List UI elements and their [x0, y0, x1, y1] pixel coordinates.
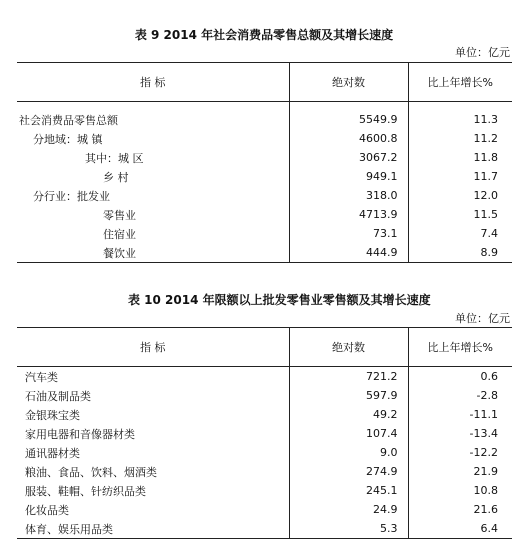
row-label: 分行业：批发业	[33, 189, 110, 203]
table-row	[17, 405, 512, 424]
row-label: 通讯器材类	[25, 446, 80, 460]
table10-header-indicator: 指 标	[17, 328, 289, 367]
row-value: 24.9	[289, 500, 408, 519]
row-growth: -2.8	[408, 386, 512, 405]
row-growth: -12.2	[408, 443, 512, 462]
row-value: 9.0	[289, 443, 408, 462]
row-label: 餐饮业	[103, 246, 136, 260]
table9-header-growth: 比上年增长%	[408, 63, 512, 102]
row-growth: 7.4	[408, 224, 512, 243]
row-label: 服装、鞋帽、针纺织品类	[25, 484, 146, 498]
row-growth: 11.7	[408, 167, 512, 186]
row-value: 245.1	[289, 481, 408, 500]
row-label: 零售业	[103, 208, 136, 222]
row-label: 住宿业	[103, 227, 136, 241]
table-row	[17, 110, 512, 129]
table10-header-value: 绝对数	[289, 328, 408, 367]
table-row	[17, 129, 512, 148]
row-growth: 11.8	[408, 148, 512, 167]
row-label: 石油及制品类	[25, 389, 91, 403]
table10-header-growth: 比上年增长%	[408, 328, 512, 367]
table-row	[17, 205, 512, 224]
row-value: 597.9	[289, 386, 408, 405]
row-value: 49.2	[289, 405, 408, 424]
table10-unit: 单位：亿元	[455, 312, 510, 325]
row-growth: -11.1	[408, 405, 512, 424]
table-row	[17, 424, 512, 443]
table9-unit: 单位：亿元	[455, 46, 510, 59]
table-row	[17, 243, 512, 263]
row-growth: 11.3	[408, 110, 512, 129]
table-row	[17, 443, 512, 462]
table10	[17, 327, 512, 539]
row-value: 4600.8	[289, 129, 408, 148]
table-row	[17, 148, 512, 167]
table-row	[17, 224, 512, 243]
row-label: 金银珠宝类	[25, 408, 80, 422]
row-value: 721.2	[289, 367, 408, 387]
row-growth: 21.9	[408, 462, 512, 481]
row-value: 444.9	[289, 243, 408, 263]
table9	[17, 62, 512, 263]
table9-header-row	[17, 63, 512, 102]
row-growth: 8.9	[408, 243, 512, 263]
row-growth: 0.6	[408, 367, 512, 387]
table-row	[17, 462, 512, 481]
row-label: 社会消费品零售总额	[19, 113, 118, 127]
row-value: 73.1	[289, 224, 408, 243]
row-value: 5549.9	[289, 110, 408, 129]
table-row	[17, 519, 512, 539]
row-growth: 11.5	[408, 205, 512, 224]
table9-header-value: 绝对数	[289, 63, 408, 102]
table-row	[17, 167, 512, 186]
row-value: 3067.2	[289, 148, 408, 167]
table10-title: 表 10 2014 年限额以上批发零售业零售额及其增长速度	[128, 293, 431, 307]
table9-title: 表 9 2014 年社会消费品零售总额及其增长速度	[134, 28, 394, 42]
row-value: 4713.9	[289, 205, 408, 224]
table9-header-indicator: 指 标	[17, 63, 289, 102]
row-label: 粮油、食品、饮料、烟酒类	[25, 465, 157, 479]
row-value: 318.0	[289, 186, 408, 205]
row-growth: 6.4	[408, 519, 512, 539]
row-value: 274.9	[289, 462, 408, 481]
row-label: 分地域：城 镇	[33, 132, 103, 146]
table-row	[17, 481, 512, 500]
table-row	[17, 186, 512, 205]
row-growth: 11.2	[408, 129, 512, 148]
row-growth: 12.0	[408, 186, 512, 205]
table10-header-row	[17, 328, 512, 367]
row-value: 949.1	[289, 167, 408, 186]
row-value: 107.4	[289, 424, 408, 443]
row-growth: -13.4	[408, 424, 512, 443]
table-row	[17, 500, 512, 519]
row-label: 化妆品类	[25, 503, 69, 517]
row-label: 家用电器和音像器材类	[25, 427, 135, 441]
table-row	[17, 386, 512, 405]
row-growth: 10.8	[408, 481, 512, 500]
row-label: 其中：城 区	[85, 151, 144, 165]
row-value: 5.3	[289, 519, 408, 539]
table-row	[17, 367, 512, 387]
row-label: 汽车类	[25, 370, 58, 384]
row-label: 乡 村	[103, 170, 129, 184]
row-label: 体育、娱乐用品类	[25, 522, 113, 536]
row-growth: 21.6	[408, 500, 512, 519]
